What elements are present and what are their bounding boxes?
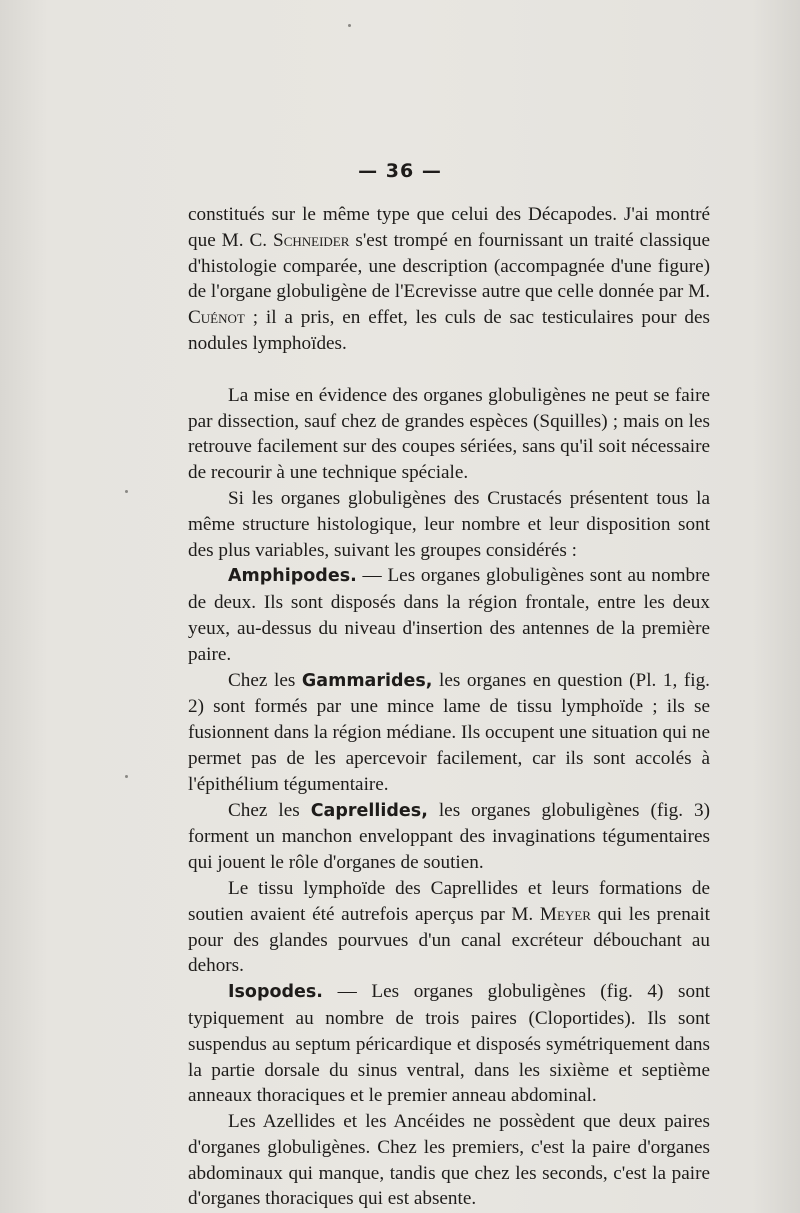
author-name: Schneider (273, 229, 350, 251)
author-name: Meyer (539, 903, 591, 925)
section-heading: Amphipodes. (228, 566, 357, 587)
author-name: Cuénot (188, 307, 245, 329)
paper-speck (348, 24, 351, 27)
paper-speck (125, 775, 128, 778)
paragraph: Les Azellides et les Ancéides ne possèdent que deux paires d'organes globuligènes. Chez les premiers, c'est la paire d'organes abdominaux qui manque, tandis que chez les seconds, c'est la paire d'organes thoraciques qui est absente. (188, 1111, 710, 1210)
paragraph: Chez les Gammarides, les organes en question (Pl. 1, fig. 2) sont formés par une mince lame de tissu lymphoïde ; ils se fusionnent dans la région médiane. Ils occupent une situation qui ne permet pas de les apercevoir facilement, car ils sont accolés à l'épithélium tégumentaire. (188, 669, 710, 795)
paragraph: Si les organes globuligènes des Crustacés présentent tous la même structure histologique, leur nombre et leur disposition sont des plus variables, suivant les groupes considérés : (188, 487, 710, 561)
paper-speck (125, 490, 128, 493)
section-heading: Isopodes. (228, 982, 323, 1003)
group-heading: Caprellides, (310, 800, 428, 821)
paragraph: constitués sur le même type que celui des Décapodes. J'ai montré que M. C. Schneider s'est trompé en fournissant un traité classique d'histologie comparée, une description (accompagnée d'une figure) de l'organe globuligène de l'Ecrevisse autre que celle donnée par M. Cuénot ; il a pris, en effet, les culs de sac testiculaires pour des nodules lymphoïdes. (188, 204, 711, 354)
paragraph: Isopodes. — Les organes globuligènes (fig. 4) sont typiquement au nombre de trois paires (Cloportides). Ils sont suspendus au septum péricardique et disposés symétriquement dans la partie dorsale du sinus ventral, dans les sixième et septième anneaux thoraciques et le premier anneau abdominal. (188, 981, 710, 1107)
body-text (188, 202, 710, 1212)
paragraph: Amphipodes. — Les organes globuligènes sont au nombre de deux. Ils sont disposés dans la région frontale, entre les deux yeux, au-dessus du niveau d'insertion des antennes de la première paire. (188, 565, 710, 665)
group-heading: Gammarides, (301, 670, 433, 691)
paragraph: Le tissu lymphoïde des Caprellides et leurs formations de soutien avaient été autrefois aperçus par M. Meyer qui les prenait pour des glandes pourvues d'un canal excréteur débouchant au dehors. (188, 877, 710, 977)
page-number: — 36 — (358, 160, 442, 182)
paragraph: La mise en évidence des organes globuligènes ne peut se faire par dissection, sauf chez de grandes espèces (Squilles) ; mais on les retrouve facilement sur des coupes sériées, sans qu'il soit nécessaire de recourir à une technique spéciale. (188, 384, 710, 484)
paragraph: Chez les Caprellides, les organes globuligènes (fig. 3) forment un manchon enveloppant des invaginations tégumentaires qui jouent le rôle d'organes de soutien. (188, 799, 710, 874)
